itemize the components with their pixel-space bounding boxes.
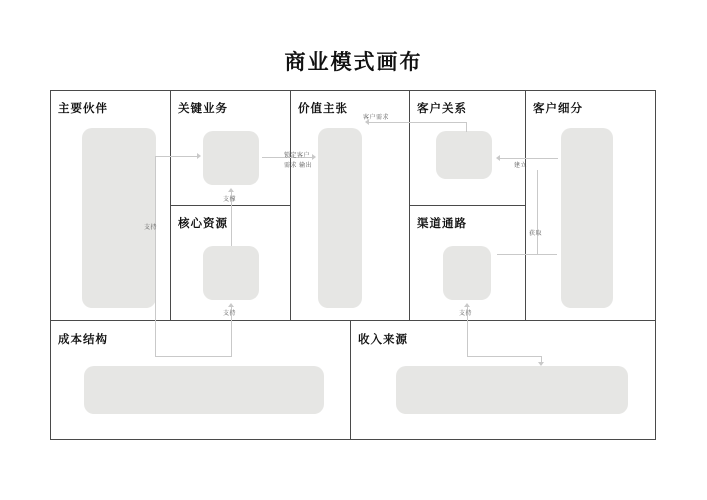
blob-channels bbox=[443, 246, 491, 300]
block-title-revenue-streams: 收入来源 bbox=[358, 334, 408, 346]
connector-label-establish: 建立 bbox=[514, 163, 528, 169]
blob-key-resources bbox=[203, 246, 259, 300]
arrow-activities-to-value bbox=[312, 154, 316, 160]
block-title-key-partners: 主要伙伴 bbox=[58, 103, 108, 115]
divider-v4 bbox=[525, 90, 526, 320]
blob-key-partners bbox=[82, 128, 156, 308]
blob-customer-segments bbox=[561, 128, 613, 308]
divider-h-bottom-band bbox=[50, 320, 656, 321]
connector-label-lock-customer: 锁定客户 bbox=[284, 153, 311, 159]
arrow-segments-to-relations bbox=[496, 155, 500, 161]
blob-value-proposition bbox=[318, 128, 362, 308]
connector-bottom-right-run bbox=[467, 356, 541, 357]
block-title-value-proposition: 价值主张 bbox=[298, 103, 348, 115]
block-title-key-resources: 核心资源 bbox=[178, 218, 228, 230]
connector-label-support-channels: 支持 bbox=[459, 311, 473, 317]
arrow-revenue-to-channels bbox=[464, 303, 470, 307]
connector-label-reach: 获取 bbox=[529, 231, 543, 237]
connector-label-support-resources: 支持 bbox=[223, 311, 237, 317]
connector-label-customer-demand: 客户需求 bbox=[363, 115, 390, 121]
arrow-bottom-right-drop bbox=[538, 362, 544, 366]
blob-cost-structure bbox=[84, 366, 324, 414]
block-title-cost-structure: 成本结构 bbox=[58, 334, 108, 346]
connector-channels-to-segments bbox=[497, 254, 557, 255]
connector-relations-down bbox=[466, 122, 467, 132]
block-title-customer-segments: 客户细分 bbox=[533, 103, 583, 115]
block-title-key-activities: 关键业务 bbox=[178, 103, 228, 115]
block-title-customer-relations: 客户关系 bbox=[417, 103, 467, 115]
blob-revenue-streams bbox=[396, 366, 628, 414]
block-title-channels: 渠道通路 bbox=[417, 218, 467, 230]
divider-h-key-resources bbox=[170, 205, 290, 206]
arrow-cost-to-resources bbox=[228, 303, 234, 307]
blob-key-activities bbox=[203, 131, 259, 185]
blob-customer-relations bbox=[436, 131, 492, 179]
connector-label-support-partners: 支持 bbox=[144, 225, 158, 231]
connector-segments-to-relations bbox=[500, 158, 558, 159]
divider-h-channels bbox=[409, 205, 525, 206]
divider-v-bottom bbox=[350, 320, 351, 440]
arrow-partners-to-activities bbox=[197, 153, 201, 159]
connector-label-deliver-output: 需求 输出 bbox=[284, 163, 313, 169]
connector-partners-vertical bbox=[155, 156, 156, 356]
connector-segments-vertical bbox=[537, 170, 538, 254]
connector-partners-to-activities bbox=[155, 156, 197, 157]
connector-bottom-left-run bbox=[155, 356, 231, 357]
connector-relations-to-value bbox=[369, 122, 466, 123]
page-title: 商业模式画布 bbox=[284, 51, 423, 74]
arrow-resources-to-activities bbox=[228, 188, 234, 192]
connector-label-support-activities: 支撑 bbox=[223, 197, 237, 203]
divider-v2 bbox=[290, 90, 291, 320]
